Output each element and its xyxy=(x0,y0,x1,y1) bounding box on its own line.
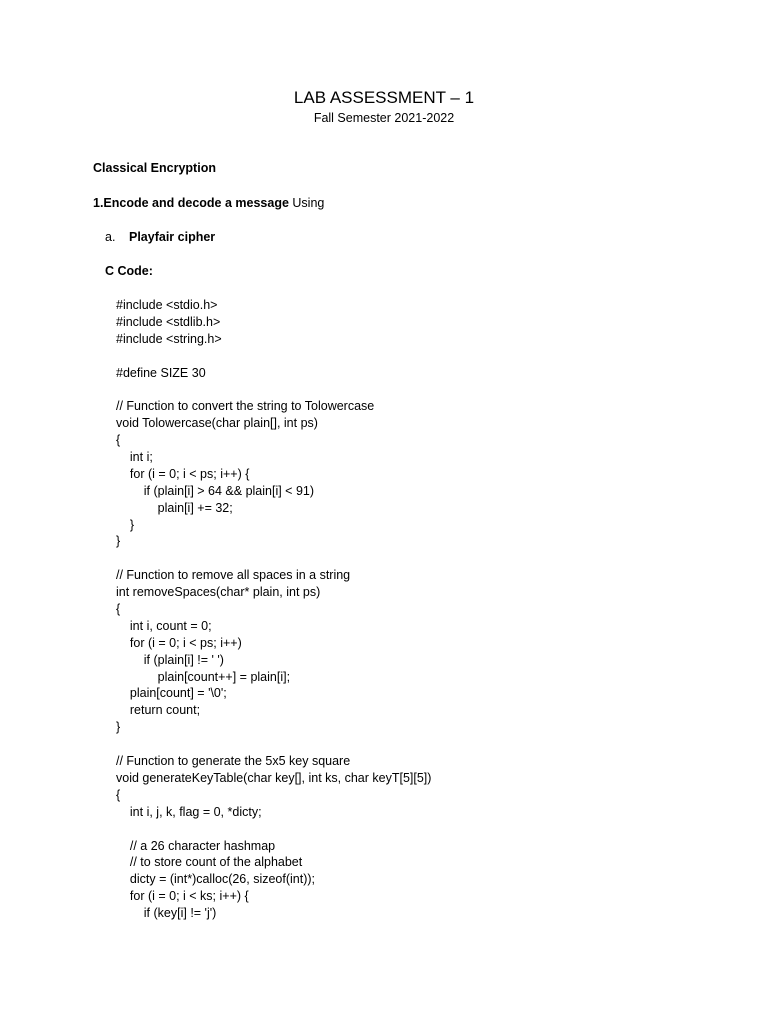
code-line: { xyxy=(116,787,121,802)
code-line: plain[count] = '\0'; xyxy=(116,686,227,701)
code-line: for (i = 0; i < ps; i++) { xyxy=(116,466,250,481)
code-line: dicty = (int*)calloc(26, sizeof(int)); xyxy=(116,872,316,887)
code-line: // Function to convert the string to Tolowercase xyxy=(116,399,375,414)
code-line: for (i = 0; i < ps; i++) xyxy=(116,635,242,650)
code-line: if (plain[i] > 64 && plain[i] < 91) xyxy=(116,483,315,498)
question-lead: 1.Encode and decode a message xyxy=(93,196,293,210)
list-item-label: Playfair cipher xyxy=(129,230,216,244)
code-line: if (key[i] != 'j') xyxy=(116,906,217,921)
code-line: int i; xyxy=(116,450,153,465)
code-line: plain[i] += 32; xyxy=(116,500,233,515)
list-item-playfair xyxy=(105,229,215,246)
code-line: // to store count of the alphabet xyxy=(116,855,303,870)
code-label: C Code: xyxy=(105,264,153,278)
document-title: LAB ASSESSMENT – 1 xyxy=(293,88,475,107)
code-line: int i, j, k, flag = 0, *dicty; xyxy=(116,804,262,819)
code-line: #include <string.h> xyxy=(116,331,222,346)
code-line: // a 26 character hashmap xyxy=(116,838,276,853)
section-heading: Classical Encryption xyxy=(93,161,216,175)
list-marker: a. xyxy=(105,230,116,244)
code-line: #define SIZE 30 xyxy=(116,365,206,380)
code-line: for (i = 0; i < ks; i++) { xyxy=(116,889,249,904)
code-line xyxy=(116,821,431,838)
document-subtitle: Fall Semester 2021-2022 xyxy=(313,111,455,125)
code-line: { xyxy=(116,602,121,617)
code-line xyxy=(116,348,431,365)
code-line: if (plain[i] != ' ') xyxy=(116,652,224,667)
code-block xyxy=(116,297,431,922)
code-line xyxy=(116,550,431,567)
code-line: int removeSpaces(char* plain, int ps) xyxy=(116,585,321,600)
code-line: void Tolowercase(char plain[], int ps) xyxy=(116,416,318,431)
code-line xyxy=(116,381,431,398)
question-tail: Using xyxy=(292,196,325,210)
code-line: // Function to generate the 5x5 key square xyxy=(116,754,351,769)
code-line: // Function to remove all spaces in a string xyxy=(116,568,351,583)
code-line: int i, count = 0; xyxy=(116,618,212,633)
code-line: } xyxy=(116,534,121,549)
code-line: } xyxy=(116,517,135,532)
code-line: plain[count++] = plain[i]; xyxy=(116,669,291,684)
code-line: return count; xyxy=(116,703,201,718)
code-line xyxy=(116,736,431,753)
code-line: #include <stdlib.h> xyxy=(116,314,221,329)
code-line: #include <stdio.h> xyxy=(116,298,218,312)
code-line: { xyxy=(116,433,121,448)
code-line: void generateKeyTable(char key[], int ks, char keyT[5][5]) xyxy=(116,770,432,785)
code-line: } xyxy=(116,720,121,735)
question-text xyxy=(93,195,324,212)
